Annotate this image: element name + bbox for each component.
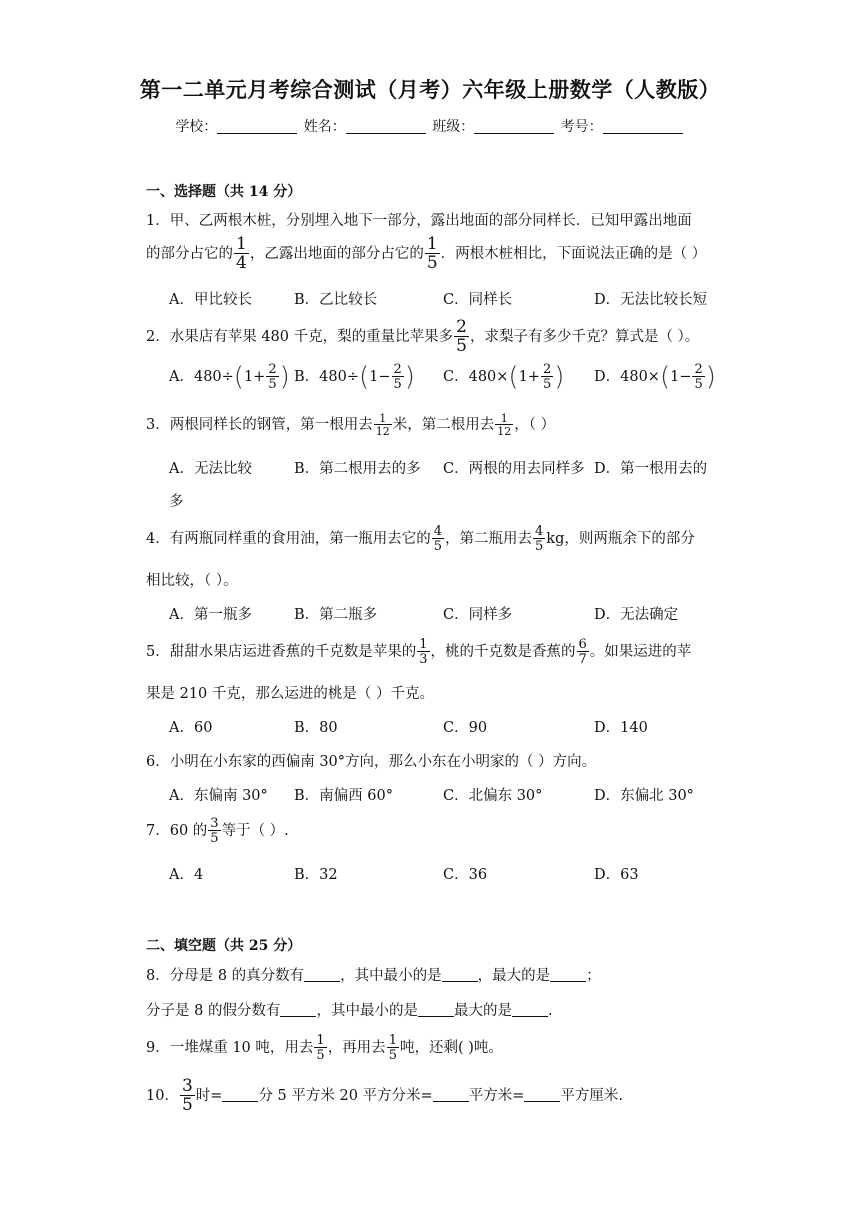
answer-blank[interactable] [524, 1087, 560, 1102]
q7-option-c[interactable]: C．36 [443, 867, 488, 883]
answer-blank[interactable] [433, 1087, 469, 1102]
fraction: $\frac{2}{5}$ [268, 362, 277, 392]
fraction: $\frac{1}{12}$ [375, 412, 390, 438]
q7-option-d[interactable]: D．63 [594, 867, 639, 883]
q1-option-b[interactable]: B．乙比较长 [294, 292, 378, 308]
answer-blank[interactable] [442, 967, 478, 982]
fraction: $\frac{2}{5}$ [542, 362, 552, 392]
q5-line1: 5．甜甜水果店运进香蕉的千克数是苹果的 $\frac{1}{3}$ ，桃的千克数是香蕉的 $\frac{6}{7}$ 。如果运进的苹 [146, 637, 692, 667]
q4-option-a[interactable]: A．第一瓶多 [169, 607, 252, 623]
answer-blank[interactable] [280, 1002, 316, 1017]
fraction: $\frac{2}{5}$ [393, 362, 402, 392]
q3-option-c[interactable]: C．两根的用去同样多 [443, 461, 585, 477]
q7-stem: 7．60 的 $\frac{3}{5}$ 等于（ ）. [146, 816, 289, 846]
q2-option-c[interactable]: C．480×(1+ $\frac{2}{5}$ ) [443, 362, 565, 392]
q7-option-a[interactable]: A．4 [169, 867, 204, 883]
fraction: $\frac{4}{5}$ [535, 524, 544, 554]
q1-option-a[interactable]: A．甲比较长 [169, 292, 252, 308]
name-blank[interactable] [346, 119, 426, 134]
q10-stem: 10． $\frac{3}{5}$ 时= 分 5 平方米 20 平方分米= 平方米= 平方厘米. [146, 1076, 623, 1115]
q4-option-d[interactable]: D．无法确定 [594, 607, 679, 623]
page-title: 第一二单元月考综合测试（月考）六年级上册数学（人教版） [139, 77, 721, 102]
q5-option-b[interactable]: B．80 [294, 720, 338, 736]
q2-option-d[interactable]: D．480×(1− $\frac{2}{5}$ ) [594, 362, 716, 392]
q8-line2: 分子是 8 的假分数有 ，其中最小的是 最大的是 . [146, 1003, 553, 1019]
q4-line1: 4．有两瓶同样重的食用油，第一瓶用去它的 $\frac{4}{5}$ ，第二瓶用去 $\frac{4}{5}$ kg，则两瓶余下的部分 [146, 524, 695, 554]
answer-blank[interactable] [550, 967, 586, 982]
fraction: $\frac{1}{12}$ [497, 412, 512, 438]
answer-blank[interactable] [512, 1002, 548, 1017]
q3-stem: 3．两根同样长的钢管，第一根用去 $\frac{1}{12}$ 米，第二根用去 $\frac{1}{12}$ ，（ ） [146, 412, 556, 438]
fraction: $\frac{1}{4}$ [236, 234, 247, 273]
q3-option-d-wrap: 多 [169, 494, 184, 510]
q4-line2: 相比较，（ ）。 [146, 573, 238, 589]
q6-option-d[interactable]: D．东偏北 30° [594, 788, 694, 804]
q1-option-d[interactable]: D．无法比较长短 [594, 292, 708, 308]
fraction: $\frac{2}{5}$ [456, 317, 467, 356]
class-label: 班级： [432, 119, 475, 135]
q1-line1: 1．甲、乙两根木桩，分别埋入地下一部分，露出地面的部分同样长．已知甲露出地面 [146, 213, 692, 229]
q9-stem: 9．一堆煤重 10 吨，用去 $\frac{1}{5}$ ，再用去 $\frac{1}{5}$ 吨，还剩( )吨。 [146, 1033, 503, 1063]
q5-line2: 果是 210 千克，那么运进的桃是（ ）千克。 [146, 686, 435, 702]
q6-option-c[interactable]: C．北偏东 30° [443, 788, 543, 804]
exam-no-label: 考号： [560, 119, 603, 135]
section-choice-heading: 一、选择题（共 14 分） [146, 184, 302, 200]
answer-blank[interactable] [222, 1087, 258, 1102]
fraction: $\frac{4}{5}$ [433, 524, 443, 554]
q4-option-b[interactable]: B．第二瓶多 [294, 607, 378, 623]
fraction: $\frac{1}{5}$ [316, 1033, 325, 1063]
q6-option-a[interactable]: A．东偏南 30° [169, 788, 268, 804]
section-fill-heading: 二、填空题（共 25 分） [146, 938, 302, 954]
fraction: $\frac{2}{5}$ [694, 362, 703, 392]
q1-line2: 的部分占它的 $\frac{1}{4}$ ，乙露出地面的部分占它的 $\frac{1}{5}$ ．两根木桩相比，下面说法正确的是（ ） [146, 234, 707, 273]
q2-stem: 2．水果店有苹果 480 千克，梨的重量比苹果多 $\frac{2}{5}$ ，求梨子有多少千克？算式是（ ）。 [146, 317, 700, 356]
student-info-line [0, 116, 860, 136]
q1-option-c[interactable]: C．同样长 [443, 292, 513, 308]
name-label: 姓名： [303, 119, 346, 135]
q3-option-b[interactable]: B．第二根用去的多 [294, 461, 421, 477]
q6-stem: 6．小明在小东家的西偏南 30°方向，那么小东在小明家的（ ）方向。 [146, 754, 597, 770]
school-label: 学校： [175, 119, 218, 135]
answer-blank[interactable] [304, 967, 340, 982]
fraction: $\frac{3}{5}$ [181, 1076, 193, 1115]
q5-option-d[interactable]: D．140 [594, 720, 648, 736]
q7-option-b[interactable]: B．32 [294, 867, 338, 883]
exam-no-blank[interactable] [603, 119, 683, 134]
q3-option-d[interactable]: D．第一根用去的 [594, 461, 708, 477]
class-blank[interactable] [474, 119, 554, 134]
fraction: $\frac{3}{5}$ [210, 816, 219, 846]
q5-option-c[interactable]: C．90 [443, 720, 488, 736]
answer-blank[interactable] [418, 1002, 454, 1017]
q8-line1: 8．分母是 8 的真分数有 ，其中最小的是 ，最大的是 ； [146, 968, 601, 984]
q4-option-c[interactable]: C．同样多 [443, 607, 513, 623]
q6-option-b[interactable]: B．南偏西 60° [294, 788, 393, 804]
fraction: $\frac{1}{3}$ [419, 637, 428, 667]
q2-option-a[interactable]: A．480÷(1+ $\frac{2}{5}$ ) [169, 362, 290, 392]
fraction: $\frac{1}{5}$ [426, 234, 438, 273]
fraction: $\frac{1}{5}$ [388, 1033, 397, 1063]
q3-option-a[interactable]: A．无法比较 [169, 461, 252, 477]
q5-option-a[interactable]: A．60 [169, 720, 213, 736]
fraction: $\frac{6}{7}$ [578, 637, 587, 667]
q2-option-b[interactable]: B．480÷(1− $\frac{2}{5}$ ) [294, 362, 415, 392]
school-blank[interactable] [217, 119, 297, 134]
